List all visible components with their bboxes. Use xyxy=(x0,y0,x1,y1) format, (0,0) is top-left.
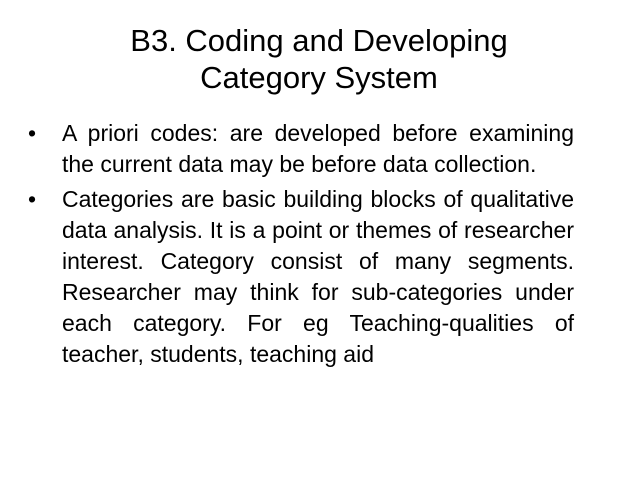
slide-title-line-1: B3. Coding and Developing xyxy=(130,23,508,58)
bullet-dot-icon: • xyxy=(28,186,37,212)
slide-title-line-2: Category System xyxy=(200,60,438,95)
bullet-item-a-priori-codes xyxy=(28,118,574,180)
bullet-dot-icon: • xyxy=(28,120,37,146)
slide-title xyxy=(30,22,608,96)
bullet-text: Categories are basic building blocks of qualitative data analysis. It is a point or themes of researcher interest. Category consist of many segments. Researcher may think for sub-categories under each category. For eg Teaching-qualities of teacher, students, teaching aid xyxy=(62,186,574,367)
bullet-list xyxy=(28,118,574,374)
bullet-item-categories xyxy=(28,184,574,370)
bullet-text: A priori codes: are developed before examining the current data may be before data collection. xyxy=(62,120,574,177)
